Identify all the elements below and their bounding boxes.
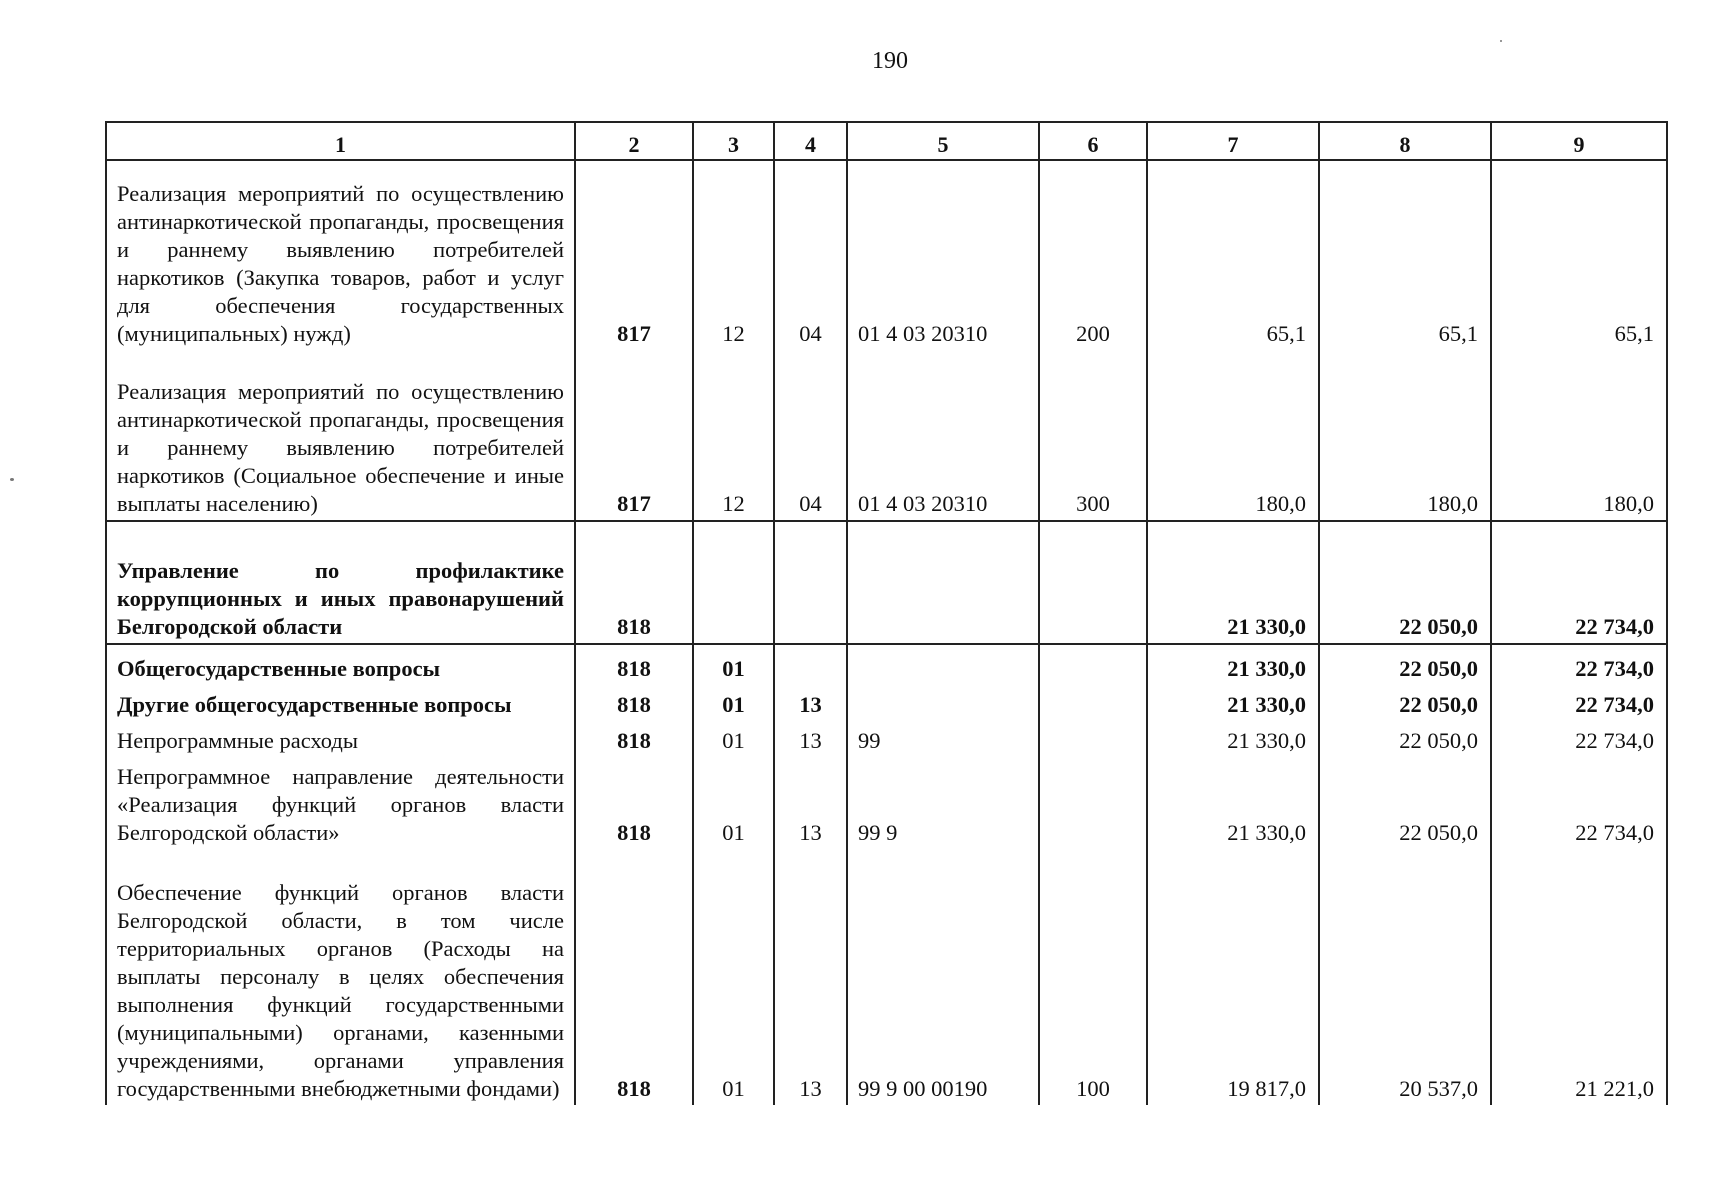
cell-vr (1039, 685, 1147, 721)
cell-amount-3: 22 734,0 (1491, 644, 1667, 685)
scan-speck (1500, 40, 1502, 42)
cell-csr (847, 644, 1039, 685)
cell-pr (774, 644, 847, 685)
cell-pr: 13 (774, 721, 847, 757)
row-name: Непрограммные расходы (106, 721, 575, 757)
cell-csr (847, 521, 1039, 644)
cell-vr: 200 (1039, 160, 1147, 350)
table-row (106, 521, 1667, 644)
column-header: 4 (774, 122, 847, 160)
cell-vr: 100 (1039, 849, 1147, 1105)
cell-amount-3: 22 734,0 (1491, 757, 1667, 849)
cell-amount-2: 22 050,0 (1319, 757, 1491, 849)
page-number: 190 (872, 48, 908, 74)
cell-amount-1: 21 330,0 (1147, 757, 1319, 849)
table-row (106, 160, 1667, 350)
cell-rz: 01 (693, 757, 774, 849)
cell-amount-3: 180,0 (1491, 350, 1667, 521)
cell-amount-1: 21 330,0 (1147, 721, 1319, 757)
cell-vr (1039, 644, 1147, 685)
cell-amount-1: 19 817,0 (1147, 849, 1319, 1105)
cell-rz: 01 (693, 644, 774, 685)
cell-amount-3: 65,1 (1491, 160, 1667, 350)
cell-pr (774, 521, 847, 644)
cell-vr (1039, 757, 1147, 849)
cell-amount-3: 21 221,0 (1491, 849, 1667, 1105)
cell-rz: 01 (693, 721, 774, 757)
cell-pr: 13 (774, 849, 847, 1105)
column-header: 5 (847, 122, 1039, 160)
column-header: 6 (1039, 122, 1147, 160)
cell-ved: 817 (575, 350, 693, 521)
row-name: Управление по профилактике коррупционных и иных правонарушений Белгородской области (106, 521, 575, 644)
cell-vr: 300 (1039, 350, 1147, 521)
cell-amount-2: 180,0 (1319, 350, 1491, 521)
column-header: 2 (575, 122, 693, 160)
cell-pr: 04 (774, 350, 847, 521)
cell-csr (847, 685, 1039, 721)
cell-amount-2: 22 050,0 (1319, 521, 1491, 644)
cell-amount-1: 21 330,0 (1147, 685, 1319, 721)
cell-ved: 817 (575, 160, 693, 350)
cell-amount-2: 65,1 (1319, 160, 1491, 350)
cell-vr (1039, 721, 1147, 757)
column-header: 8 (1319, 122, 1491, 160)
header-row (106, 122, 1667, 160)
cell-ved: 818 (575, 849, 693, 1105)
cell-amount-3: 22 734,0 (1491, 521, 1667, 644)
cell-csr: 99 (847, 721, 1039, 757)
cell-amount-1: 21 330,0 (1147, 644, 1319, 685)
column-header: 1 (106, 122, 575, 160)
row-name: Другие общегосударственные вопросы (106, 685, 575, 721)
cell-pr: 13 (774, 757, 847, 849)
cell-vr (1039, 521, 1147, 644)
row-name: Реализация мероприятий по осуществлению антинаркотической пропаганды, просвещения и раннему выявлению потребителей наркотиков (Закупка товаров, работ и услуг для обеспечения государственных (муниципальных) нужд) (106, 160, 575, 350)
row-name: Непрограммное направление деятельности «Реализация функций органов власти Белгородской области» (106, 757, 575, 849)
table-row (106, 757, 1667, 849)
column-header: 3 (693, 122, 774, 160)
cell-rz: 01 (693, 849, 774, 1105)
scan-speck (10, 478, 14, 481)
table-row (106, 350, 1667, 521)
cell-rz (693, 521, 774, 644)
cell-amount-2: 20 537,0 (1319, 849, 1491, 1105)
cell-rz: 12 (693, 350, 774, 521)
cell-csr: 99 9 00 00190 (847, 849, 1039, 1105)
table-row (106, 721, 1667, 757)
cell-amount-2: 22 050,0 (1319, 685, 1491, 721)
cell-pr: 13 (774, 685, 847, 721)
cell-amount-2: 22 050,0 (1319, 644, 1491, 685)
table-row (106, 644, 1667, 685)
cell-amount-2: 22 050,0 (1319, 721, 1491, 757)
cell-rz: 01 (693, 685, 774, 721)
cell-ved: 818 (575, 721, 693, 757)
cell-rz: 12 (693, 160, 774, 350)
budget-table (105, 121, 1668, 1105)
cell-ved: 818 (575, 757, 693, 849)
cell-amount-3: 22 734,0 (1491, 721, 1667, 757)
row-name: Обеспечение функций органов власти Белгородской области, в том числе территориальных органов (Расходы на выплаты персоналу в целях обеспечения выполнения функций государственными (муниципальными) органами, казенными учреждениями, органами управления государственными внебюджетными фондами) (106, 849, 575, 1105)
cell-csr: 01 4 03 20310 (847, 350, 1039, 521)
cell-amount-1: 21 330,0 (1147, 521, 1319, 644)
cell-csr: 99 9 (847, 757, 1039, 849)
column-header: 9 (1491, 122, 1667, 160)
cell-ved: 818 (575, 644, 693, 685)
table-row (106, 849, 1667, 1105)
cell-ved: 818 (575, 685, 693, 721)
column-header: 7 (1147, 122, 1319, 160)
cell-ved: 818 (575, 521, 693, 644)
cell-amount-1: 180,0 (1147, 350, 1319, 521)
row-name: Реализация мероприятий по осуществлению антинаркотической пропаганды, просвещения и раннему выявлению потребителей наркотиков (Социальное обеспечение и иные выплаты населению) (106, 350, 575, 521)
row-name: Общегосударственные вопросы (106, 644, 575, 685)
cell-amount-3: 22 734,0 (1491, 685, 1667, 721)
cell-csr: 01 4 03 20310 (847, 160, 1039, 350)
cell-amount-1: 65,1 (1147, 160, 1319, 350)
table-row (106, 685, 1667, 721)
cell-pr: 04 (774, 160, 847, 350)
